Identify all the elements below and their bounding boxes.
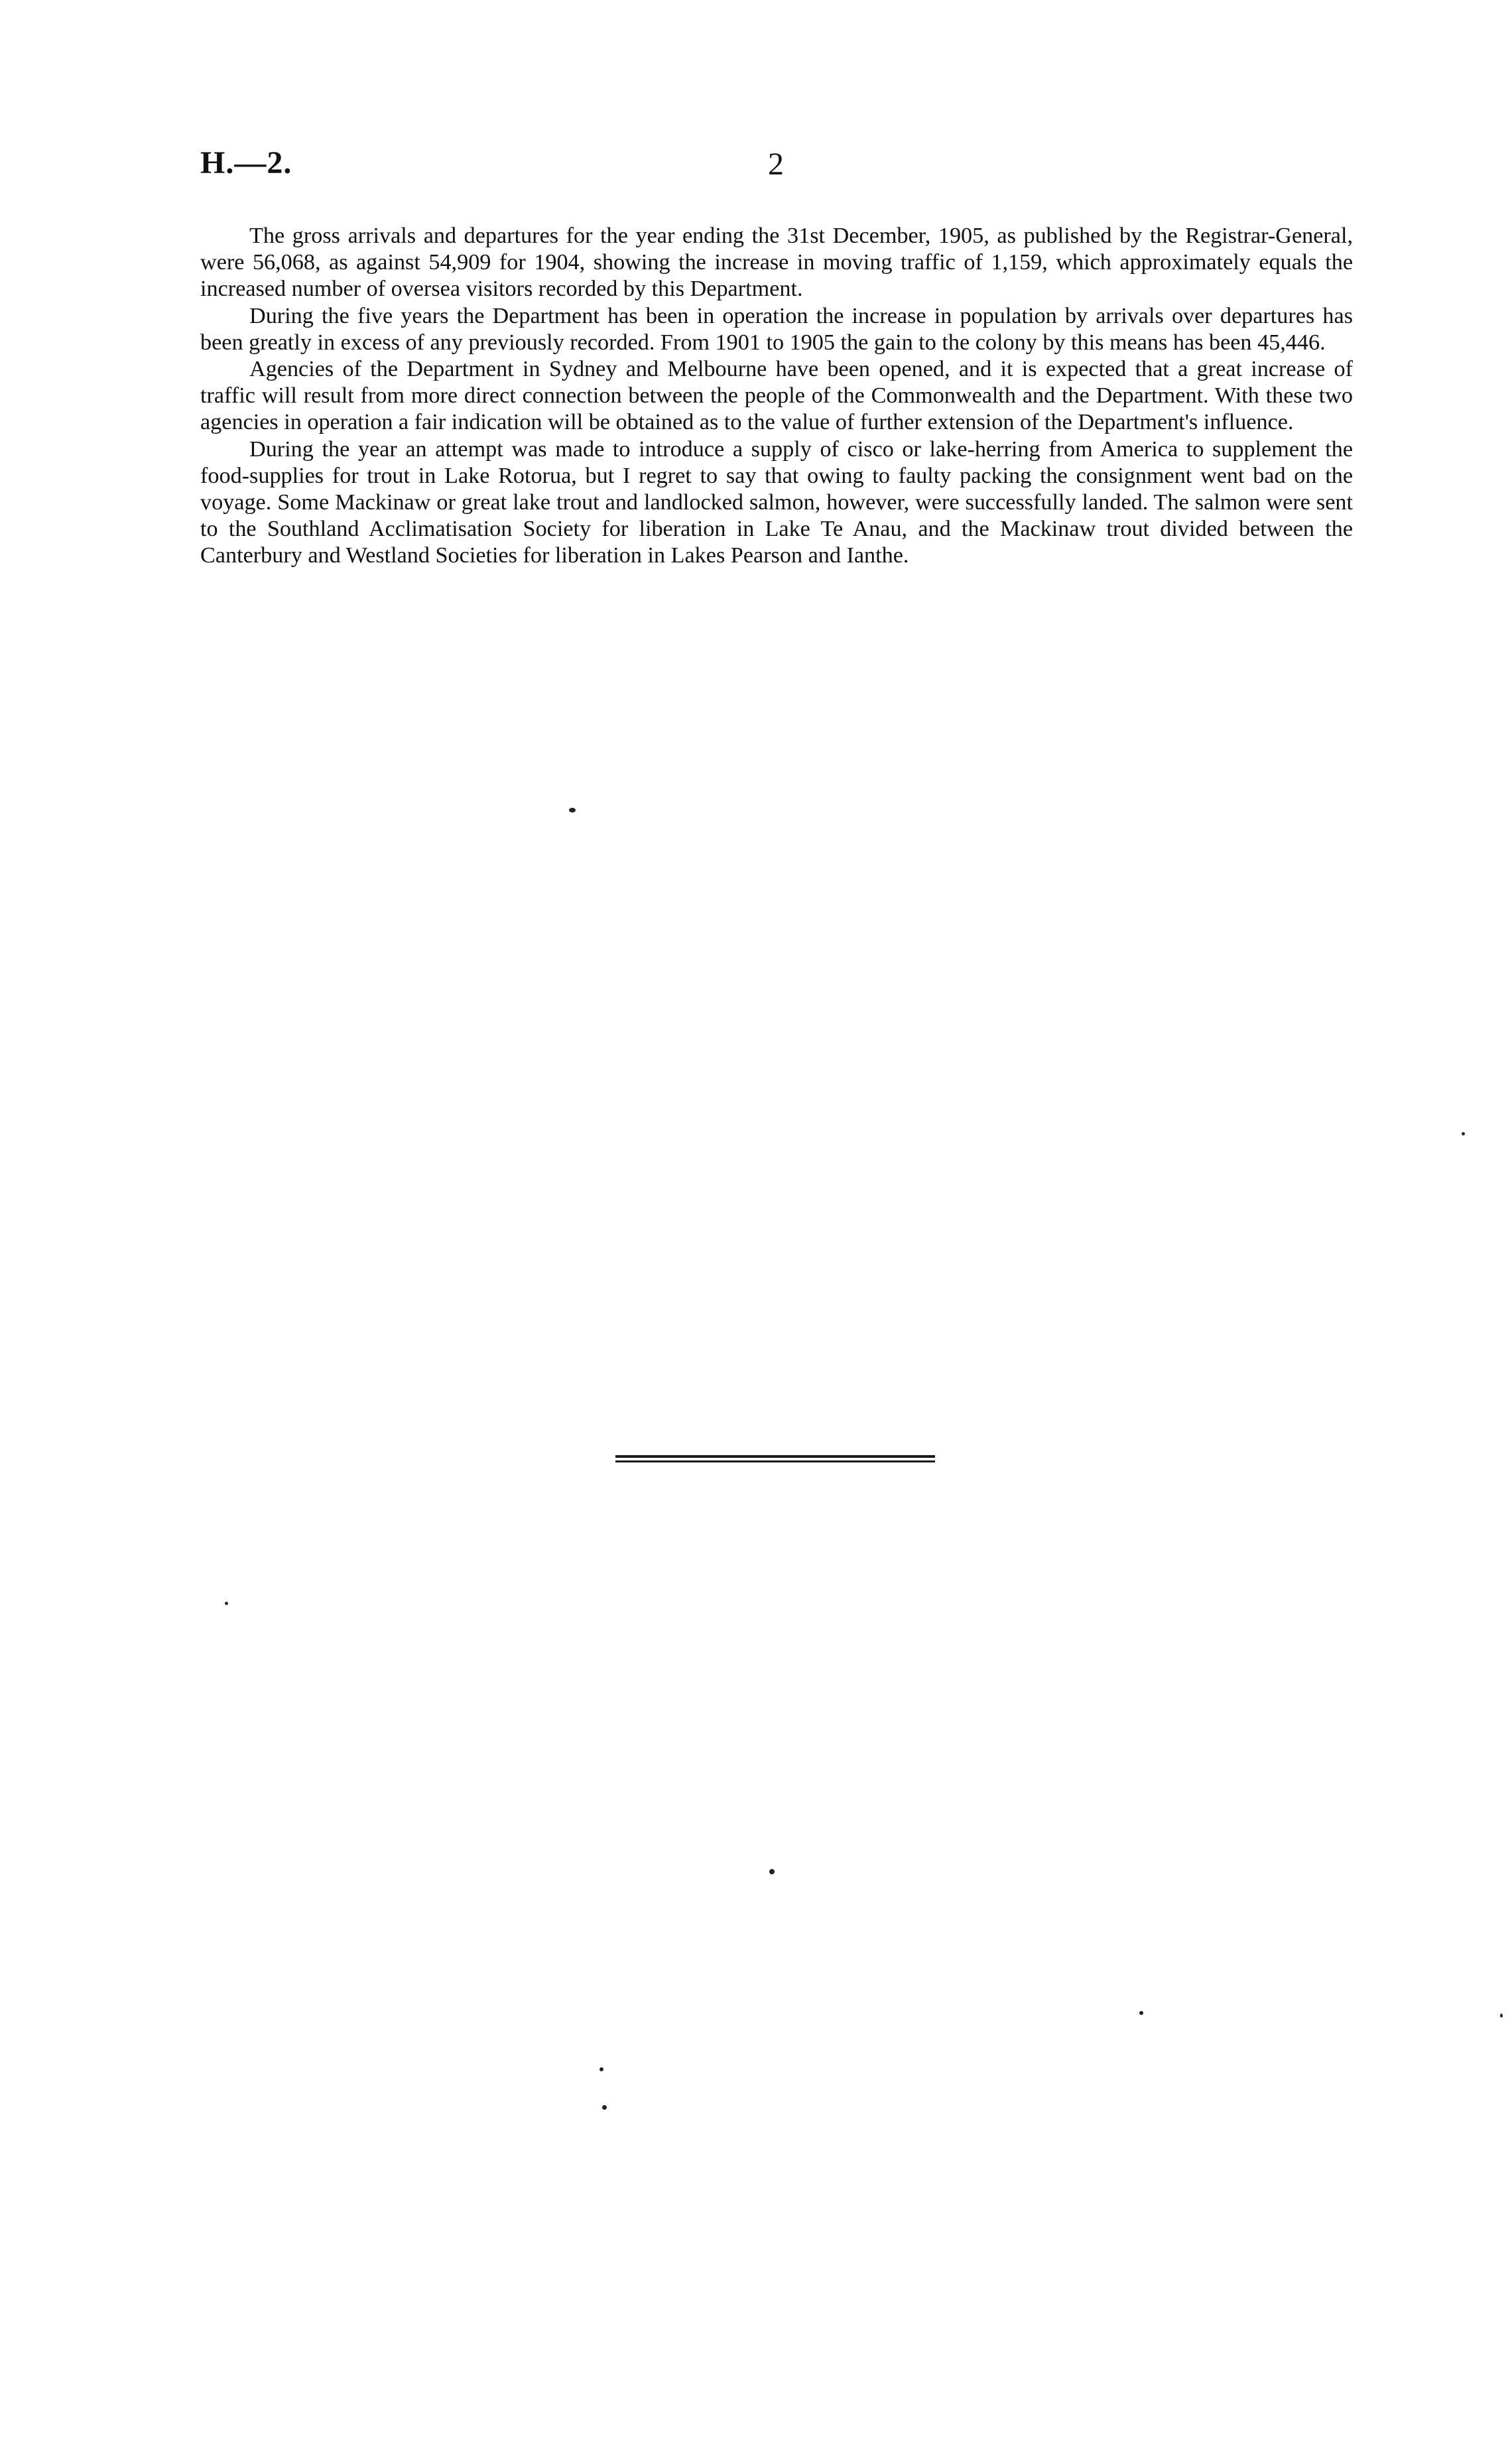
scan-speck (1462, 1132, 1465, 1135)
scan-speck (769, 1869, 775, 1874)
scan-speck (569, 808, 576, 812)
paragraph-arrivals-departures: The gross arrivals and departures for the year ending the 31st December, 1905, as published by the Registrar-General, were 56,068, as against 54,909 for 1904, showing the increase in moving traffic of 1,159, which approximately equals the increased number of oversea visitors recorded by this Department. (200, 224, 1353, 302)
end-rule-lower (615, 1460, 935, 1462)
end-rule-upper (615, 1455, 935, 1458)
scan-speck (225, 1602, 228, 1605)
paragraph-agencies: Agencies of the Department in Sydney and Melbourne have been opened, and it is expected that a great increase of traffic will result from more direct connection between the people of the Commonwealth and the Department. With these two agencies in operation a fair indication will be obtained as to the value of further extension of the Department's influence. (200, 357, 1353, 435)
paragraph-fish-introduction: During the year an attempt was made to introduce a supply of cisco or lake-herring from America to supplement the food-supplies for trout in Lake Rotorua, but I regret to say that owing to faulty packing the consignment went bad on the voyage. Some Mackinaw or great lake trout and landlocked salmon, however, were successfully landed. The salmon were sent to the Southland Acclimatisation Society for liberation in Lake Te Anau, and the Mackinaw trout divided between the Canterbury and Westland Societies for liberation in Lakes Pearson and Ianthe. (200, 436, 1353, 568)
report-body (200, 223, 1353, 570)
scan-speck (602, 2105, 607, 2110)
page-number: 2 (768, 147, 784, 182)
scan-speck (1500, 2014, 1503, 2018)
scan-speck (1139, 2011, 1143, 2015)
paragraph-population-gain: During the five years the Department has been in operation the increase in population by arrivals over departures has been greatly in excess of any previously recorded. From 1901 to 1905 the gain to the colony by this means has been 45,446. (200, 303, 1353, 355)
document-reference: H.—2. (200, 145, 292, 180)
scan-speck (599, 2067, 603, 2071)
